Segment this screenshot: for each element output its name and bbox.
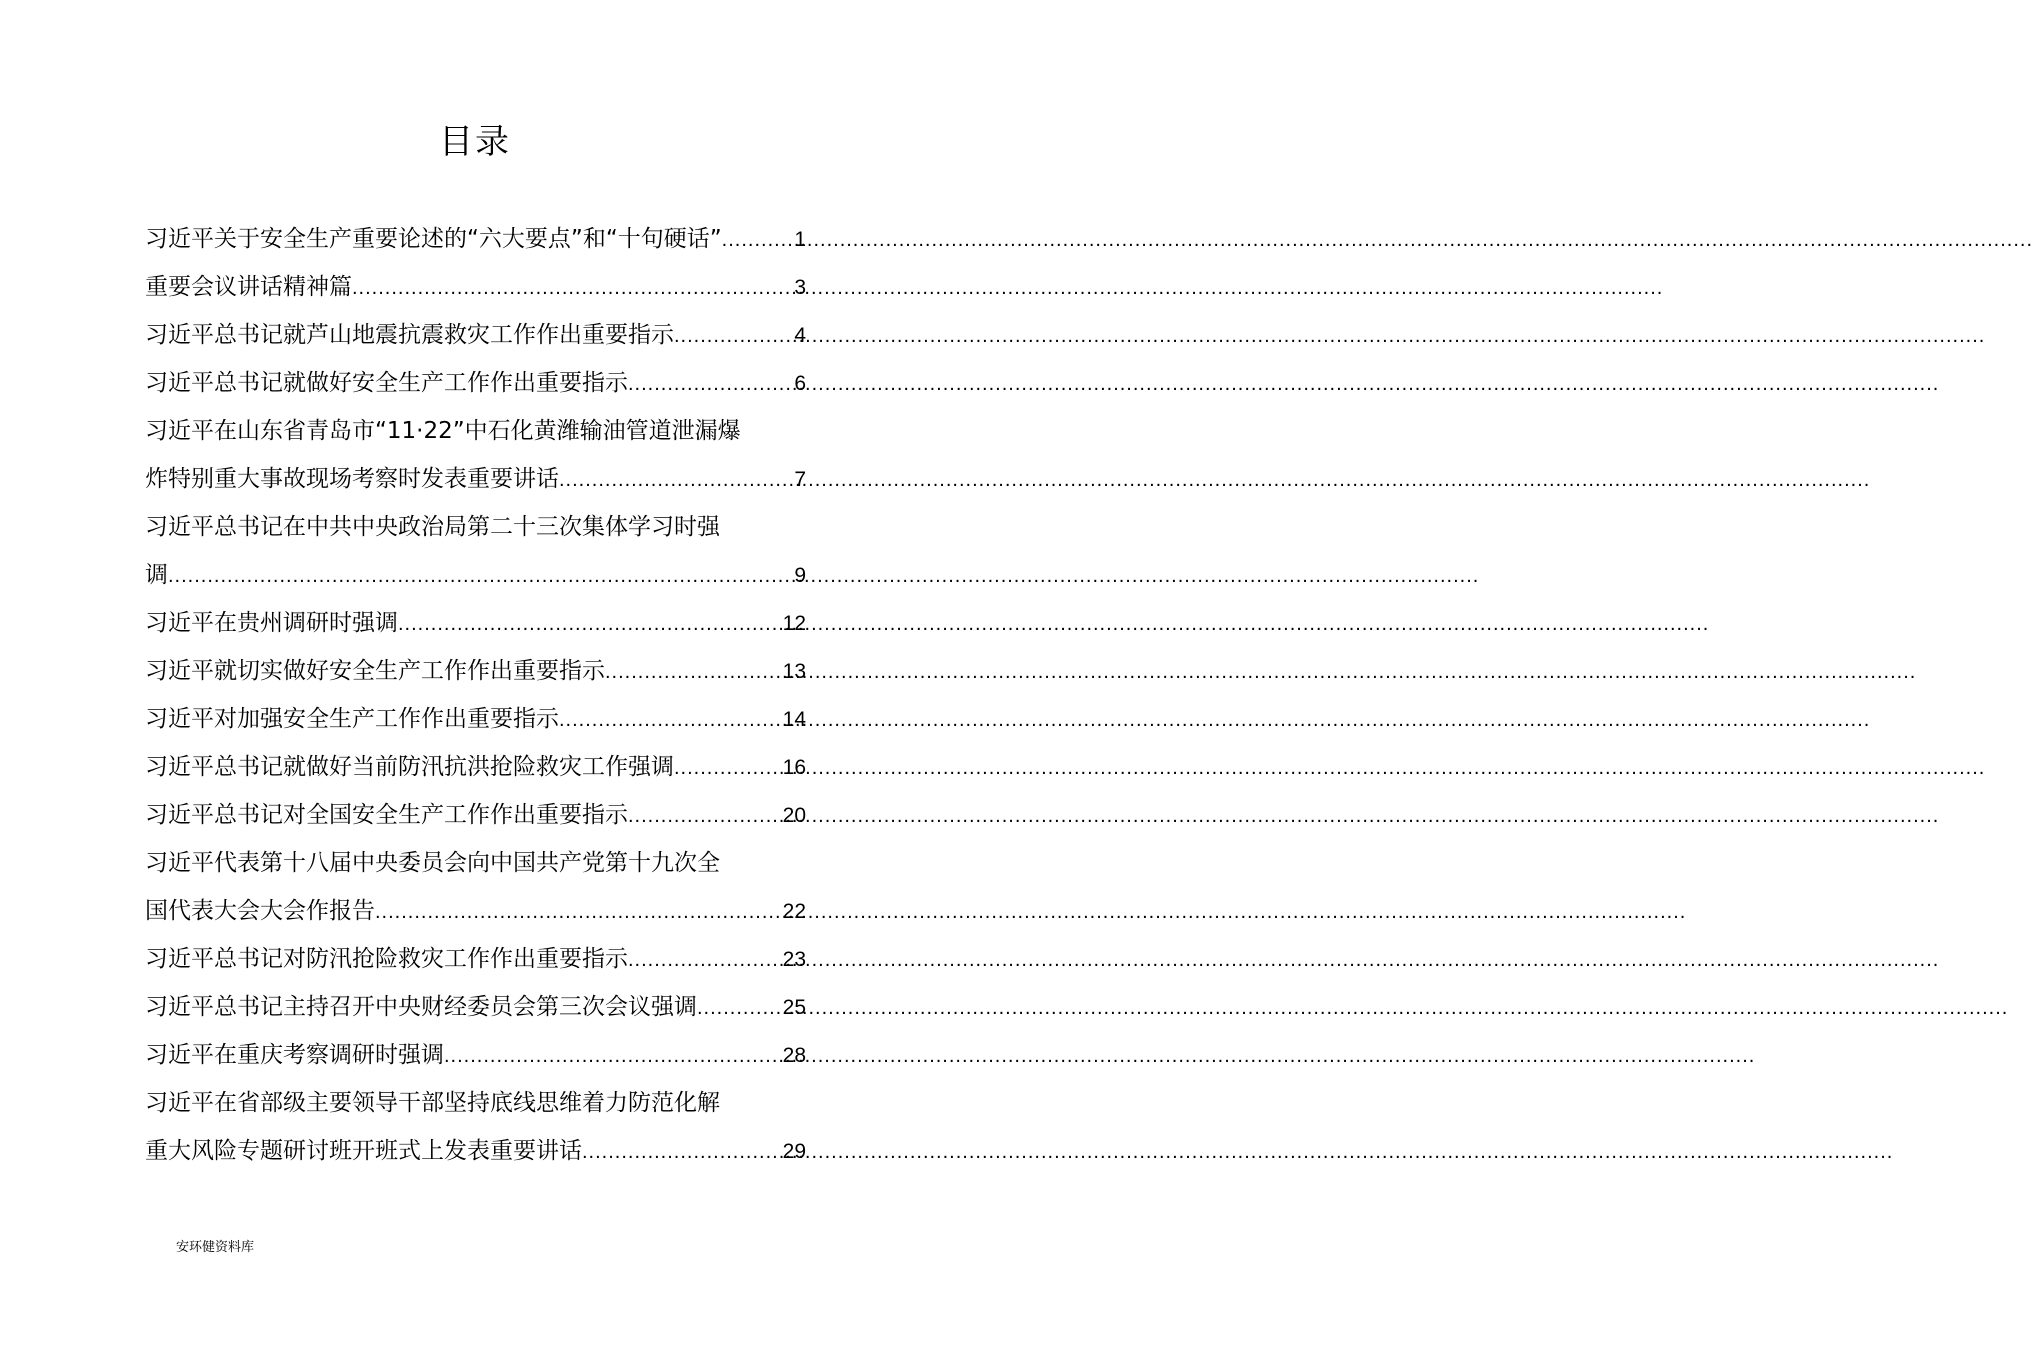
- toc-dot-leader: [674, 744, 783, 792]
- toc-entry-title: 调: [145, 562, 168, 588]
- toc-page-number: 9: [794, 564, 806, 587]
- toc-page-number: 16: [782, 756, 806, 779]
- toc-page-number: 12: [782, 612, 806, 635]
- toc-entry-main-line: [145, 359, 806, 407]
- toc-entry-main-line: [145, 743, 806, 791]
- toc-dot-leader: [168, 552, 794, 600]
- toc-entry[interactable]: [145, 215, 806, 263]
- toc-entry-main-line: [145, 935, 806, 983]
- toc-entry-main-line: [145, 887, 806, 935]
- toc-entry-title: 重要会议讲话精神篇: [145, 274, 352, 300]
- toc-entry[interactable]: [145, 647, 806, 695]
- toc-entry-main-line: [145, 551, 806, 599]
- toc-dot-leader: [722, 216, 795, 264]
- footer-label: 安环健资料库: [176, 1240, 255, 1255]
- toc-entry[interactable]: [145, 1031, 806, 1079]
- toc-entry-title: 习近平总书记主持召开中央财经委员会第三次会议强调: [145, 994, 697, 1020]
- toc-dot-leader: [559, 456, 794, 504]
- toc-entry-title: 习近平总书记对全国安全生产工作作出重要指示: [145, 802, 628, 828]
- toc-dot-leader: [628, 792, 783, 840]
- toc-page-number: 1: [794, 228, 806, 251]
- toc-entry-main-line: [145, 215, 806, 263]
- toc-entry-title-line: 习近平在山东省青岛市“11·22”中石化黄潍输油管道泄漏爆: [145, 418, 741, 444]
- toc-entry-title: 习近平总书记就芦山地震抗震救灾工作作出重要指示: [145, 322, 674, 348]
- toc-dot-leader: [375, 888, 783, 936]
- toc-entry[interactable]: [145, 695, 806, 743]
- toc-entry-main-line: [145, 647, 806, 695]
- toc-entry[interactable]: [145, 359, 806, 407]
- toc-page-number: 25: [782, 996, 806, 1019]
- toc-dot-leader: [697, 984, 783, 1032]
- toc-page-number: 6: [794, 372, 806, 395]
- toc-page-number: 3: [794, 276, 806, 299]
- toc-dot-leader: [628, 360, 794, 408]
- toc-entry[interactable]: [145, 983, 806, 1031]
- toc-entry[interactable]: [145, 1079, 806, 1175]
- toc-page-number: 4: [794, 324, 806, 347]
- toc-page-number: 22: [782, 900, 806, 923]
- toc-dot-leader: [444, 1032, 783, 1080]
- table-of-contents: [145, 215, 806, 1175]
- toc-entry-main-line: [145, 311, 806, 359]
- toc-entry-main-line: [145, 455, 806, 503]
- toc-page-number: 29: [782, 1140, 806, 1163]
- toc-entry-main-line: [145, 695, 806, 743]
- toc-entry-title: 习近平总书记就做好当前防汛抗洪抢险救灾工作强调: [145, 754, 674, 780]
- toc-entry-main-line: [145, 1127, 806, 1175]
- toc-entry-first-line: [145, 503, 806, 551]
- toc-entry-title: 习近平总书记就做好安全生产工作作出重要指示: [145, 370, 628, 396]
- toc-entry-title: 习近平对加强安全生产工作作出重要指示: [145, 706, 559, 732]
- toc-dot-leader: [559, 696, 783, 744]
- toc-dot-leader: [582, 1128, 783, 1176]
- toc-entry[interactable]: [145, 503, 806, 599]
- toc-entry-title: 习近平总书记对防汛抢险救灾工作作出重要指示: [145, 946, 628, 972]
- toc-entry-title: 习近平就切实做好安全生产工作作出重要指示: [145, 658, 605, 684]
- toc-entry-title: 习近平关于安全生产重要论述的“六大要点”和“十句硬话”: [145, 226, 722, 252]
- toc-entry-title: 国代表大会大会作报告: [145, 898, 375, 924]
- toc-entry-title: 习近平在重庆考察调研时强调: [145, 1042, 444, 1068]
- toc-entry-main-line: [145, 791, 806, 839]
- toc-page-number: 14: [782, 708, 806, 731]
- toc-entry[interactable]: [145, 935, 806, 983]
- toc-entry[interactable]: [145, 407, 806, 503]
- toc-entry-first-line: [145, 839, 806, 887]
- toc-entry[interactable]: [145, 599, 806, 647]
- toc-entry-main-line: [145, 983, 806, 1031]
- toc-entry-title-line: 习近平在省部级主要领导干部坚持底线思维着力防范化解: [145, 1090, 720, 1116]
- toc-page-number: 13: [782, 660, 806, 683]
- toc-entry[interactable]: [145, 839, 806, 935]
- toc-page-number: 7: [794, 468, 806, 491]
- toc-dot-leader: [398, 600, 783, 648]
- toc-entry-title-line: 习近平代表第十八届中央委员会向中国共产党第十九次全: [145, 850, 720, 876]
- toc-dot-leader: [605, 648, 783, 696]
- toc-entry-first-line: [145, 407, 806, 455]
- toc-entry-title: 习近平在贵州调研时强调: [145, 610, 398, 636]
- toc-entry-main-line: [145, 263, 806, 311]
- toc-dot-leader: [628, 936, 783, 984]
- toc-entry[interactable]: [145, 791, 806, 839]
- toc-entry-first-line: [145, 1079, 806, 1127]
- toc-page-number: 23: [782, 948, 806, 971]
- toc-page-number: 28: [782, 1044, 806, 1067]
- toc-entry[interactable]: [145, 743, 806, 791]
- toc-entry-main-line: [145, 1031, 806, 1079]
- toc-entry-main-line: [145, 599, 806, 647]
- toc-dot-leader: [352, 264, 794, 312]
- toc-dot-leader: [674, 312, 794, 360]
- toc-entry[interactable]: [145, 263, 806, 311]
- toc-entry-title-line: 习近平总书记在中共中央政治局第二十三次集体学习时强: [145, 514, 720, 540]
- toc-entry-title: 重大风险专题研讨班开班式上发表重要讲话: [145, 1138, 582, 1164]
- toc-page-number: 20: [782, 804, 806, 827]
- toc-entry-title: 炸特别重大事故现场考察时发表重要讲话: [145, 466, 559, 492]
- toc-entry[interactable]: [145, 311, 806, 359]
- page-title: 目录: [439, 122, 511, 162]
